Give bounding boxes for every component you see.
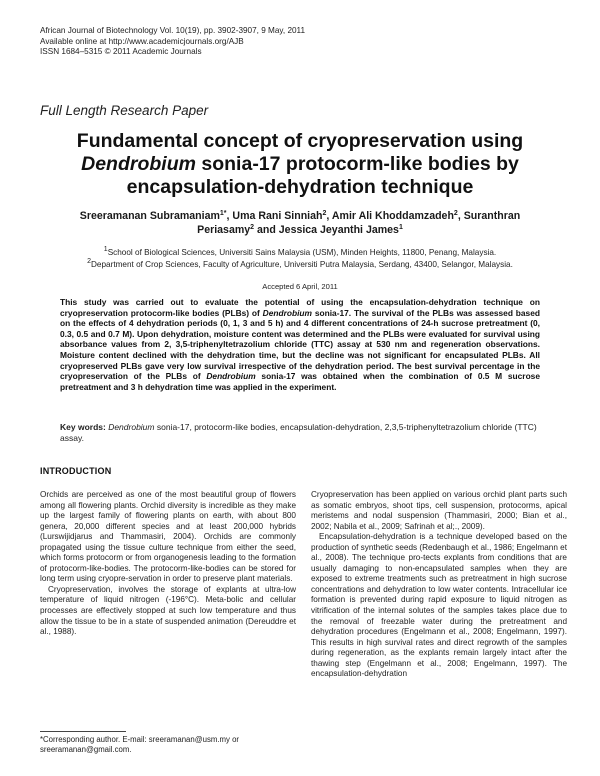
keywords: Key words: Dendrobium sonia-17, protocorm-like bodies, encapsulation-dehydration, 2,3,5-triphenyltetrazolium chloride (TTC) assay. [60, 422, 537, 444]
author-list [40, 209, 560, 237]
author-affil-mark: 1* [219, 210, 227, 217]
author-name: , Suranthran [457, 210, 521, 222]
paragraph: Encapsulation-dehydration is a technique developed based on the production of synthetic seeds (Redenbaugh et al., 1986; Engelmann et al., 2008). The technique pro-tects explants from conditions that are usually damaging to non-encapsulated samples when they are exposed to extreme treatments such as pretreatment in high sucrose concentrations and dehydration to low water contents. Intracellular ice formation is prevented during rapid exposure to liquid nitrogen as vitrification of the internal solutes of the samples takes place due to the removal of freezable water during the pretreatment and dehydration procedures (Engelmann et al., 2008; Engelmann, 1997). This results in high survival rates and direct regrowth of the samples during regeneration, as the explants remain largely intact after the thawing step (Engelmann et al., 2008; Engelmann, 1997). The encapsulation-dehydration [311, 532, 567, 679]
author-name: Sreeramanan Subramaniam [79, 210, 220, 222]
affiliation-1: $^1$School of Biological Sciences, Universiti Sains Malaysia (USM), Minden Heights, 11800, Penang, Malaysia. [103, 246, 497, 257]
author-affil-mark: 2 [250, 224, 255, 231]
abstract: This study was carried out to evaluate the potential of using the encapsulation-dehydration technique on cryopreservation protocorm-like bodies (PLBs) of Dendrobium sonia-17. The survival of the PLBs was assessed based on the effects of 4 dehydration periods (0, 1, 3 and 5 h) and 4 different concentrations of 24-h sucrose pretreatment (0, 0.3, 0.5 and 0.7 M). Upon dehydration, moisture content was determined and the PLBs were evaluated for survival using absorbance values from 2, 3,5-triphenyltetrazolium chloride (TTC) assay at 530 nm and regeneration observations. Moisture content declined with the dehydration time, but the decline was not significant for encapsulated PLBs. All cryopreserved PLBs gave very low survival irrespective of the dehydration period. The best survival percentage in the cryopreservation of the PLBs of Dendrobium sonia-17 was obtained when the combination of 0.5 M sucrose pretreatment and 3 h dehydration time was applied in the experiment. [60, 297, 541, 392]
author-name: and Jessica Jeyanthi James [254, 224, 399, 236]
journal-issn: ISSN 1684–5315 © 2011 Academic Journals [40, 47, 202, 57]
section-heading-introduction: INTRODUCTION [40, 466, 112, 476]
author-name: , Uma Rani Sinniah [226, 210, 323, 222]
author-line-1 [40, 209, 560, 223]
author-affil-mark: 2 [453, 210, 458, 217]
author-affil-mark: 1 [398, 224, 403, 231]
paragraph: Orchids are perceived as one of the most beautiful group of flowers among all flowering plants. Orchid diversity is incredible as they make up the largest family of flowering plants on earth, with about 800 genera, 20,000 different species and at least 200,000 hybrids (Lurswijidjarus and Thammasiri, 2004). Orchids are commonly propagated using the tissue culture technique from either the seed, which forms protocorm or from organogenesis leading to the formation of protocorm-like-bodies. The protocorm-like-bodies can be stored for long term using cryopre-servation in order to preserve plant materials. [40, 490, 296, 584]
title-line-2 [40, 153, 560, 176]
journal-header [40, 26, 305, 58]
title-genus: Dendrobium [81, 153, 196, 175]
author-name: Periasamy [197, 224, 251, 236]
paper-title [40, 130, 560, 199]
corresponding-author-footnote: *Corresponding author. E-mail: sreeramanan@usm.my or sreeramanan@gmail.com. [40, 735, 240, 755]
affiliation-2: $^2$Department of Crop Sciences, Faculty of Agriculture, Universiti Putra Malaysia, Serdang, 43400, Selangor, Malaysia. [87, 257, 513, 269]
affiliations [40, 247, 560, 270]
author-line-2 [40, 223, 560, 237]
accepted-date: Accepted 6 April, 2011 [262, 282, 338, 291]
paper-type: Full Length Research Paper [40, 103, 209, 118]
body-column-left [40, 490, 296, 638]
title-line-3: encapsulation-dehydration technique [126, 176, 474, 198]
footnote-rule [40, 731, 126, 732]
journal-citation: African Journal of Biotechnology Vol. 10(19), pp. 3902-3907, 9 May, 2011 [40, 26, 306, 35]
journal-url: Available online at http://www.academicjournals.org/AJB [40, 36, 244, 46]
author-affil-mark: 2 [322, 210, 327, 217]
title-line-2-rest: sonia-17 protocorm-like bodies by [195, 153, 519, 175]
paragraph: Cryopreservation has been applied on various orchid plant parts such as somatic embryos, shoot tips, cell suspension, protocorms, apical meristems and nodal suspension (Thammasiri, 2000; Bian et al., 2002; Nabila et al., 2009; Safrinah et al;., 2009). [311, 490, 567, 531]
paragraph: Cryopreservation, involves the storage of explants at ultra-low temperature of liquid nitrogen (-196°C). Meta-bolic and cellular processes are effectively stopped at such low temperature and thus allow the tissue to be in a state of suspended animation (Dereuddre et al., 1988). [40, 584, 296, 637]
keywords-label: Key words: [60, 422, 106, 432]
title-line-1: Fundamental concept of cryopreservation using [76, 130, 524, 152]
author-name: , Amir Ali Khoddamzadeh [326, 210, 454, 222]
body-column-right [311, 490, 567, 680]
